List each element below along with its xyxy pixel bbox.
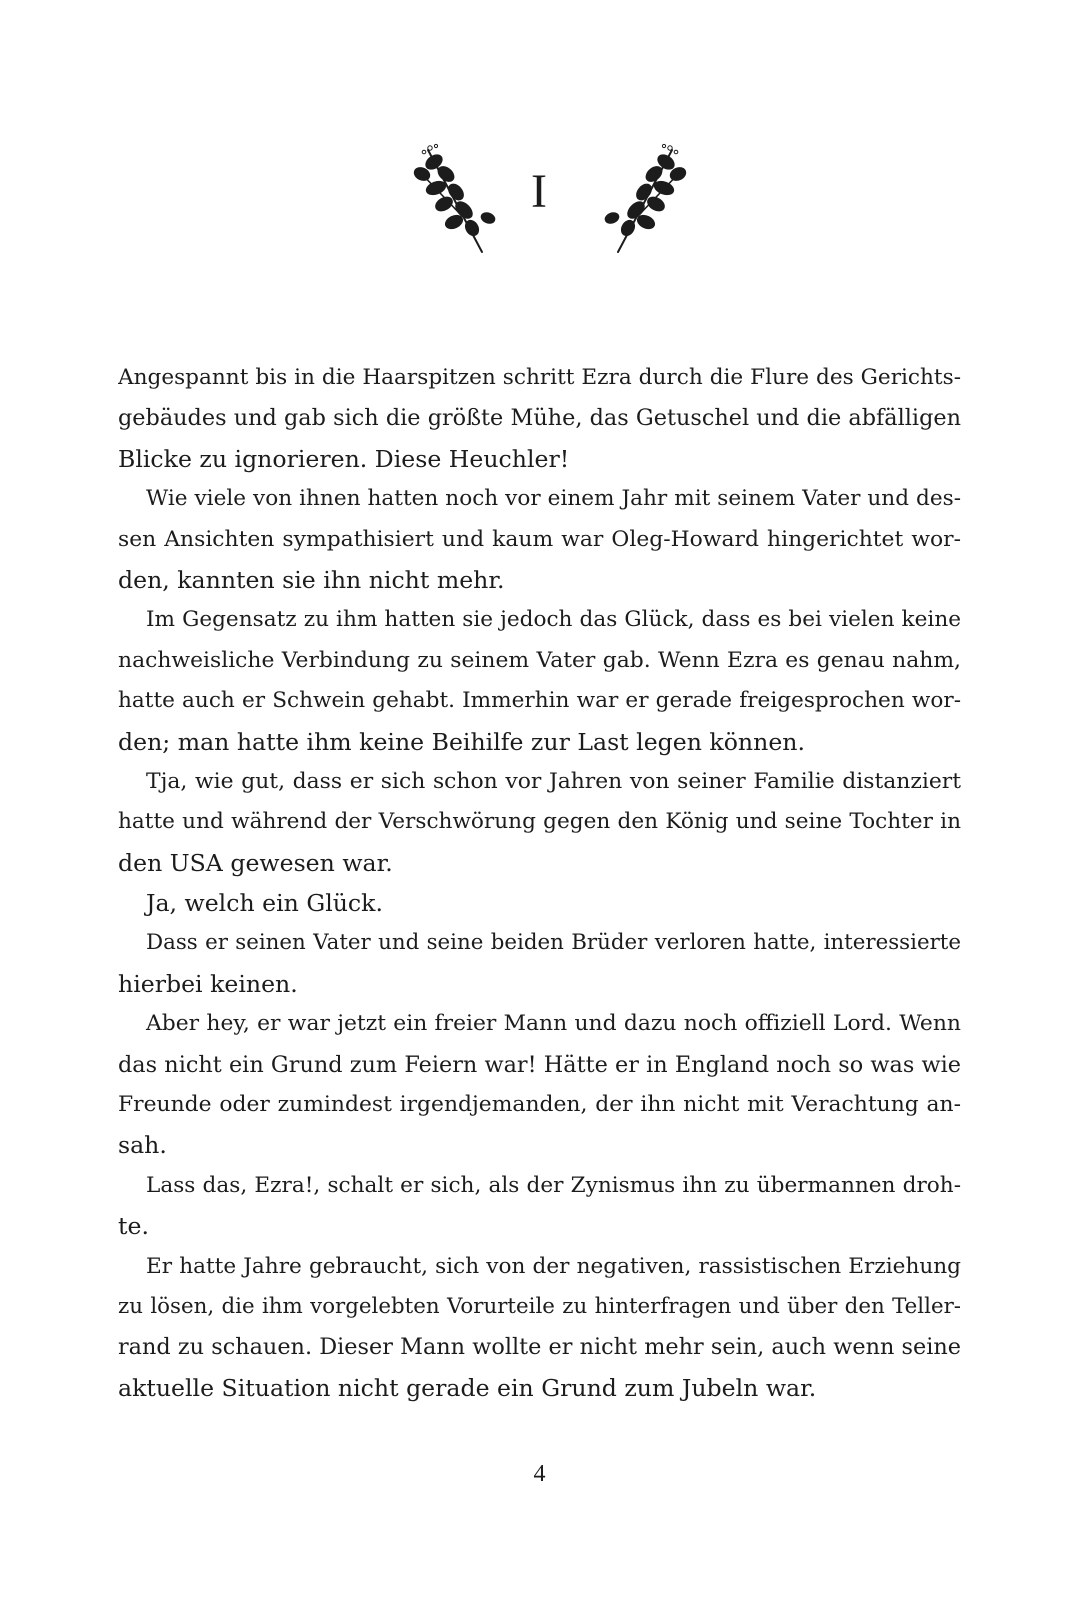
text-line: nachweisliche Verbindung zu seinem Vater gab. Wenn Ezra es genau nahm, [118, 647, 961, 673]
text-line: Aber hey, er war jetzt ein freier Mann und dazu noch offiziell Lord. Wenn [146, 1011, 961, 1037]
text-line: das nicht ein Grund zum Feiern war! Hätte er in England noch so was wie [118, 1051, 961, 1078]
text-line: Blicke zu ignorieren. Diese Heuchler! [118, 444, 570, 473]
chapter-text [118, 358, 961, 1408]
floral-sprig-icon [590, 140, 700, 260]
text-line: den USA gewesen war. [118, 848, 393, 877]
text-line: den, kannten sie ihn nicht mehr. [118, 565, 505, 594]
text-line: Er hatte Jahre gebraucht, sich von der negativen, rassistischen Erziehung [146, 1253, 961, 1279]
text-line: hierbei keinen. [118, 969, 298, 998]
text-line: Angespannt bis in die Haarspitzen schritt Ezra durch die Flure des Gerichts- [118, 365, 961, 390]
text-line: sah. [118, 1131, 167, 1160]
text-line: Freunde oder zumindest irgendjemanden, der ihn nicht mit Verachtung an- [118, 1092, 961, 1118]
text-line: sen Ansichten sympathisiert und kaum war Oleg-Howard hingerichtet wor- [118, 526, 961, 552]
text-line: zu lösen, die ihm vorgelebten Vorurteile zu hinterfragen und über den Teller- [118, 1293, 961, 1319]
text-line: gebäudes und gab sich die größte Mühe, das Getuschel und die abfälligen [118, 405, 961, 432]
text-line: te. [118, 1212, 149, 1241]
text-line: hatte auch er Schwein gehabt. Immerhin war er gerade freigesprochen wor- [118, 688, 961, 714]
text-line: hatte und während der Verschwörung gegen den König und seine Tochter in [118, 809, 961, 835]
text-line: Wie viele von ihnen hatten noch vor einem Jahr mit seinem Vater und des- [146, 486, 961, 512]
text-line: Im Gegensatz zu ihm hatten sie jedoch das Glück, dass es bei vielen keine [146, 607, 961, 633]
text-line: aktuelle Situation nicht gerade ein Grund zum Jubeln war. [118, 1373, 817, 1402]
text-line: Lass das, Ezra!, schalt er sich, als der Zynismus ihn zu übermannen droh- [146, 1172, 961, 1198]
chapter-numeral: I [531, 165, 548, 218]
text-line: Tja, wie gut, dass er sich schon vor Jahren von seiner Familie distanziert [146, 768, 961, 794]
page-number: 4 [533, 1461, 546, 1487]
text-line: den; man hatte ihm keine Beihilfe zur Last legen können. [118, 727, 805, 756]
text-line: Ja, welch ein Glück. [146, 889, 383, 918]
text-line: rand zu schauen. Dieser Mann wollte er nicht mehr sein, auch wenn seine [118, 1334, 961, 1361]
text-line: Dass er seinen Vater und seine beiden Brüder verloren hatte, interessierte [146, 930, 961, 956]
chapter-heading [0, 130, 1079, 270]
